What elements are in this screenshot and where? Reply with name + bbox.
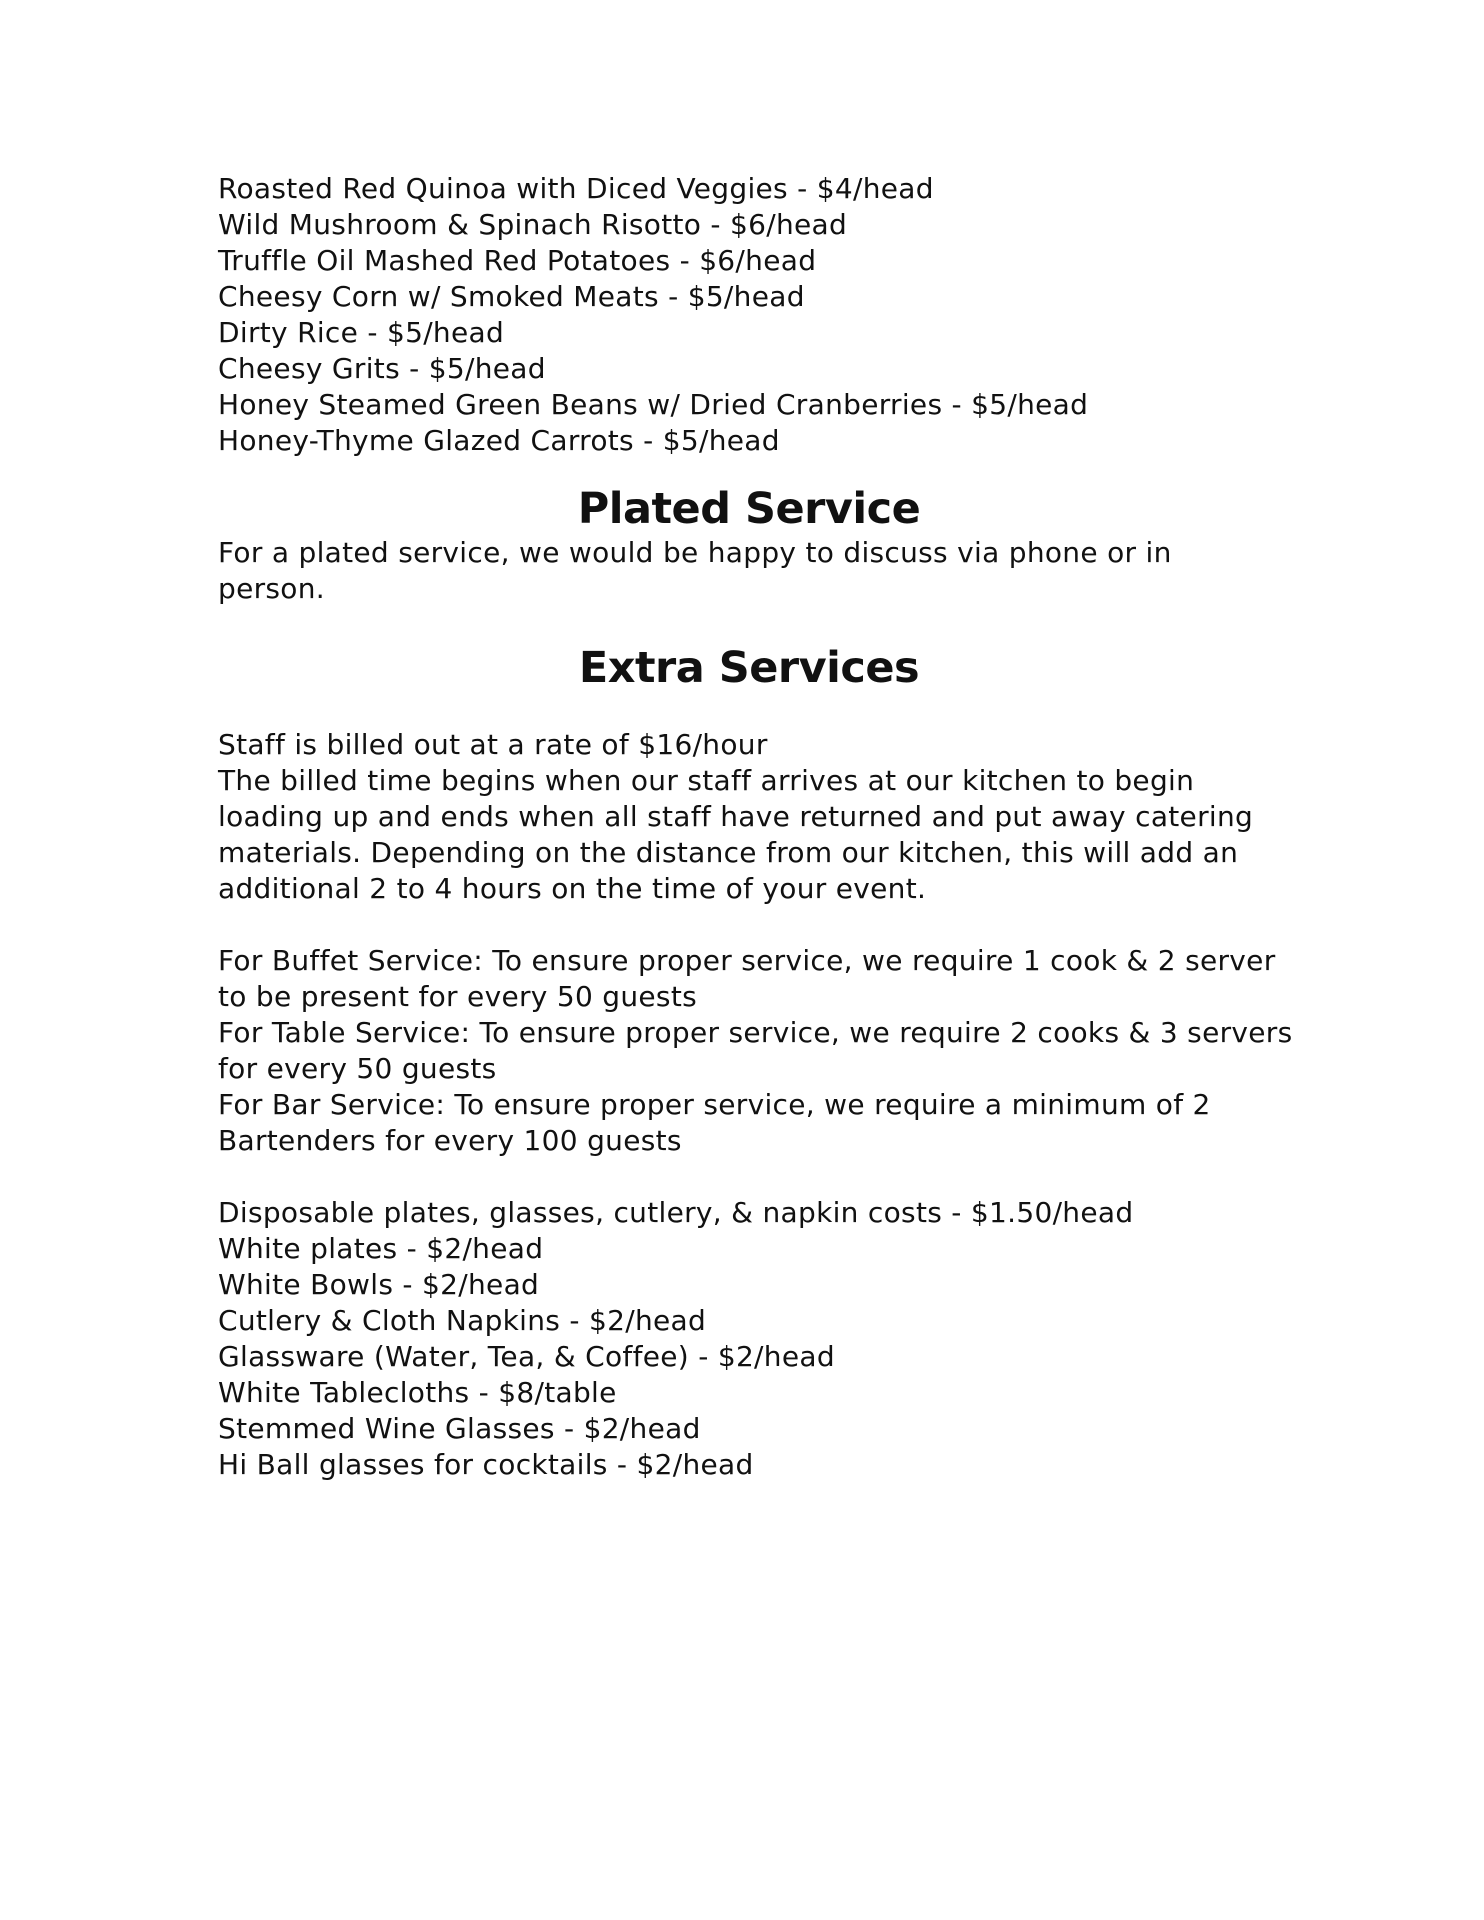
rental-item: White plates - $2/head (218, 1232, 544, 1265)
side-item: Roasted Red Quinoa with Diced Veggies - $4/head (218, 172, 934, 205)
rental-item: Hi Ball glasses for cocktails - $2/head (218, 1448, 754, 1481)
requirement-line: Bartenders for every 100 guests (218, 1124, 682, 1157)
requirement-line: For Bar Service: To ensure proper service, we require a minimum of 2 (218, 1088, 1211, 1121)
requirement-line: to be present for every 50 guests (218, 980, 697, 1013)
spacer (218, 1159, 1280, 1195)
staff-billing-line: materials. Depending on the distance from our kitchen, this will add an (218, 836, 1239, 869)
rental-item: Glassware (Water, Tea, & Coffee) - $2/head (218, 1340, 835, 1373)
extra-services-heading: Extra Services (578, 643, 920, 693)
rental-item: Stemmed Wine Glasses - $2/head (218, 1412, 701, 1445)
plated-service-line: person. (218, 572, 325, 605)
staff-billing-line: loading up and ends when all staff have returned and put away catering (218, 800, 1254, 833)
plated-service-line: For a plated service, we would be happy to discuss via phone or in (218, 536, 1172, 569)
staff-requirements (218, 943, 1293, 1159)
spacer (218, 907, 1280, 943)
staff-billing-line: The billed time begins when our staff arrives at our kitchen to begin (218, 764, 1195, 797)
requirement-line: For Buffet Service: To ensure proper service, we require 1 cook & 2 server (218, 944, 1276, 977)
side-item: Honey-Thyme Glazed Carrots - $5/head (218, 424, 780, 457)
requirement-line: for every 50 guests (218, 1052, 497, 1085)
side-item: Wild Mushroom & Spinach Risotto - $6/head (218, 208, 848, 241)
sides-list (218, 171, 1280, 459)
rental-item: Cutlery & Cloth Napkins - $2/head (218, 1304, 707, 1337)
side-item: Cheesy Corn w/ Smoked Meats - $5/head (218, 280, 805, 313)
plated-service-text (218, 535, 1280, 607)
rental-item: White Tablecloths - $8/table (218, 1376, 617, 1409)
rental-items-list (218, 1195, 1280, 1483)
rental-item: Disposable plates, glasses, cutlery, & napkin costs - $1.50/head (218, 1196, 1134, 1229)
staff-billing-line: Staff is billed out at a rate of $16/hour (218, 728, 768, 761)
side-item: Cheesy Grits - $5/head (218, 352, 546, 385)
plated-service-heading: Plated Service (577, 484, 921, 534)
side-item: Truffle Oil Mashed Red Potatoes - $6/head (218, 244, 817, 277)
side-item: Honey Steamed Green Beans w/ Dried Cranberries - $5/head (218, 388, 1089, 421)
document-page (218, 171, 1293, 1483)
staff-billing-text (218, 727, 1280, 907)
staff-billing-line: additional 2 to 4 hours on the time of your event. (218, 872, 927, 905)
requirement-line: For Table Service: To ensure proper service, we require 2 cooks & 3 servers (218, 1016, 1293, 1049)
rental-item: White Bowls - $2/head (218, 1268, 540, 1301)
side-item: Dirty Rice - $5/head (218, 316, 505, 349)
